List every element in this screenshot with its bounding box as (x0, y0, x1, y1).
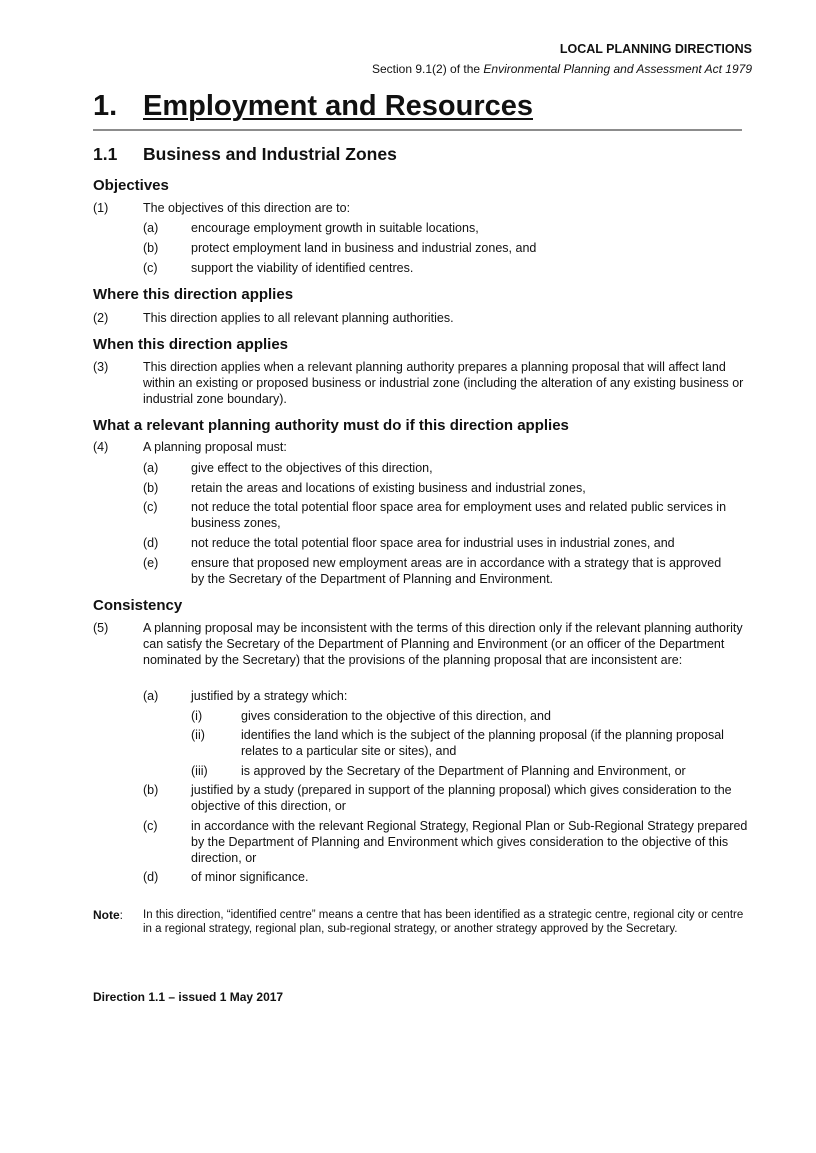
item-text: not reduce the total potential floor space area for employment uses and related public services in business zones, (191, 500, 727, 530)
paragraph-text: The objectives of this direction are to: (143, 201, 351, 215)
header-section-prefix: Section 9.1(2) of the (371, 62, 484, 76)
heading-rule (93, 129, 742, 131)
note-text: In this direction, “identified centre” means a centre that has been identified as a strategic centre, regional city or centre in a regional strategy, regional plan, sub-regional strategy, or another strategy approved by the Secretary. (143, 909, 744, 935)
paragraph-label: (1) (93, 201, 109, 215)
item-label: (d) (143, 870, 159, 884)
item-label: (d) (143, 536, 159, 550)
subitem-label: (i) (191, 709, 203, 723)
item-text: justified by a study (prepared in support of the planning proposal) which gives consideration to the objective of this direction, or (191, 783, 732, 813)
item-text: of minor significance. (191, 870, 309, 884)
item-label: (a) (143, 461, 159, 475)
paragraph-label: (4) (93, 440, 109, 454)
paragraph-text: A planning proposal must: (143, 440, 287, 454)
item-label: (b) (143, 783, 159, 797)
note-label (93, 908, 123, 922)
header-section (372, 62, 752, 76)
section-title: Business and Industrial Zones (143, 144, 397, 164)
objectives-heading: Objectives (93, 177, 169, 194)
paragraph-text: This direction applies when a relevant planning authority prepares a planning proposal that will affect land within an existing or proposed business or industrial zone (including the alteration of any existing business or industrial zone boundary). (143, 360, 744, 406)
item-text: protect employment land in business and industrial zones, and (191, 241, 537, 255)
item-label: (e) (143, 556, 159, 570)
paragraph-text: This direction applies to all relevant planning authorities. (143, 311, 454, 325)
item-label: (c) (143, 261, 158, 275)
note-label-colon: : (119, 908, 124, 922)
subitem-text: is approved by the Secretary of the Department of Planning and Environment, or (241, 764, 686, 778)
item-label: (a) (143, 689, 159, 703)
item-text: in accordance with the relevant Regional Strategy, Regional Plan or Sub-Regional Strategy prepared by the Department of Planning and Environment which gives consideration to the objective of this direction, or (191, 819, 748, 865)
section-number: 1.1 (93, 144, 118, 164)
paragraph-text: A planning proposal may be inconsistent with the terms of this direction only if the relevant planning authority can satisfy the Secretary of the Department of Planning and Environment (or an officer of the Department nominated by the Secretary) that the provisions of the planning proposal that are inconsistent are: (143, 621, 743, 667)
item-text: retain the areas and locations of existing business and industrial zones, (191, 481, 586, 495)
item-text: ensure that proposed new employment areas are in accordance with a strategy that is approved by the Secretary of the Department of Planning and Environment. (191, 556, 722, 586)
item-label: (b) (143, 481, 159, 495)
subitem-label: (ii) (191, 728, 205, 742)
item-text: give effect to the objectives of this direction, (191, 461, 433, 475)
item-text: justified by a strategy which: (191, 689, 348, 703)
paragraph-label: (5) (93, 621, 109, 635)
when-heading: When this direction applies (93, 336, 289, 353)
item-text: not reduce the total potential floor space area for industrial uses in industrial zones, and (191, 536, 675, 550)
item-label: (c) (143, 500, 158, 514)
subitem-label: (iii) (191, 764, 208, 778)
where-heading: Where this direction applies (93, 286, 294, 303)
subitem-text: identifies the land which is the subject of the planning proposal (if the planning proposal relates to a particular site or sites), and (241, 728, 724, 758)
item-label: (c) (143, 819, 158, 833)
item-text: encourage employment growth in suitable locations, (191, 221, 479, 235)
what-heading: What a relevant planning authority must do if this direction applies (93, 417, 569, 434)
subitem-text: gives consideration to the objective of this direction, and (241, 709, 551, 723)
chapter-title: Employment and Resources (143, 90, 533, 122)
item-text: support the viability of identified centres. (191, 261, 414, 275)
paragraph-label: (3) (93, 360, 109, 374)
consistency-heading: Consistency (93, 597, 183, 614)
paragraph-label: (2) (93, 311, 109, 325)
note-label-text: Note (93, 908, 120, 922)
chapter-number: 1. (93, 90, 118, 122)
chapter-heading (93, 90, 533, 123)
header-title: LOCAL PLANNING DIRECTIONS (559, 42, 752, 56)
direction-footer: Direction 1.1 – issued 1 May 2017 (93, 990, 284, 1004)
item-label: (b) (143, 241, 159, 255)
header-act-name: Environmental Planning and Assessment Act 1979 (483, 62, 752, 76)
section-heading (93, 144, 397, 165)
item-label: (a) (143, 221, 159, 235)
